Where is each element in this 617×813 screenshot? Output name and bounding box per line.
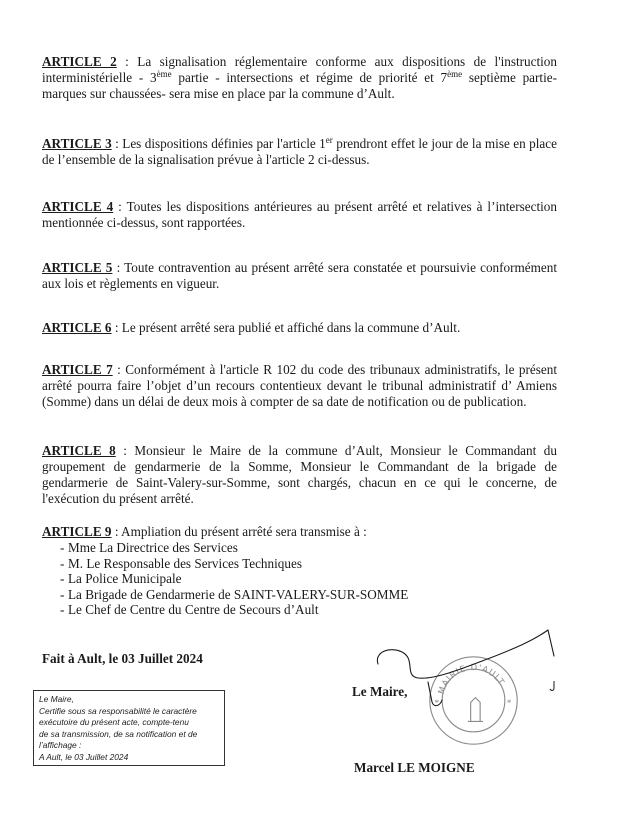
recipient-item: - Mme La Directrice des Services: [42, 540, 557, 556]
article-label: ARTICLE 6: [42, 320, 112, 335]
cert-line: l’affichage :: [39, 740, 82, 751]
cert-line: A Ault, le 03 Juillet 2024: [39, 751, 129, 762]
cert-line: de sa transmission, de sa notification et de: [39, 728, 198, 739]
ordinal-suffix: ème: [156, 69, 172, 79]
signatory-role: Le Maire,: [352, 684, 408, 699]
mayor-name: Marcel LE MOIGNE: [354, 760, 475, 775]
stamp-star-left: *: [434, 699, 440, 710]
article-7: ARTICLE 7 : Conformément à l'article R 102 du code des tribunaux administratifs, le présent arrêté pourra faire l’objet d’un recours contentieux devant le tribunal administratif d’ Amiens (Somme) dans un délai de deux mois à compter de sa date de notification ou de publication.: [42, 362, 557, 409]
margin-mark: [548, 680, 558, 692]
article-label: ARTICLE 3: [42, 136, 112, 151]
article-9: [42, 524, 557, 618]
article-6: ARTICLE 6 : Le présent arrêté sera publié et affiché dans la commune d’Ault.: [42, 320, 461, 335]
article-label: ARTICLE 4: [42, 199, 114, 214]
stamp-text: MAIRIE D'AULT: [436, 663, 507, 696]
article-label: ARTICLE 5: [42, 260, 113, 275]
article-label: ARTICLE 9: [42, 524, 112, 539]
article-8: ARTICLE 8 : Monsieur le Maire de la commune d’Ault, Monsieur le Commandant du groupement de gendarmerie de la Somme, Monsieur le Commandant de la brigade de gendarmerie de Saint-Valery-sur-Somme, sont chargés, chacun en ce qui le concerne, de l'exécution du présent arrêté.: [42, 443, 557, 506]
article-label: ARTICLE 7: [42, 362, 113, 377]
recipient-item: - Le Chef de Centre du Centre de Secours d’Ault: [42, 602, 557, 618]
stamp-star-right: *: [506, 699, 512, 710]
article-3: ARTICLE 3 : Les dispositions définies par l'article 1er prendront effet le jour de la mise en place de l’ensemble de la signalisation prévue à l'article 2 ci-dessus.: [42, 135, 557, 167]
article-4: ARTICLE 4 : Toutes les dispositions antérieures au présent arrêté et relatives à l’intersection mentionnée ci-dessus, sont rapportées.: [42, 199, 557, 230]
ordinal-suffix: ème: [447, 69, 463, 79]
ordinal-suffix: er: [325, 135, 333, 145]
article-label: ARTICLE 8: [42, 443, 116, 458]
place-date: Fait à Ault, le 03 Juillet 2024: [42, 651, 203, 666]
handwritten-signature: [368, 622, 563, 710]
recipient-list: [42, 540, 557, 618]
article-5: ARTICLE 5 : Toute contravention au présent arrêté sera constatée et poursuivie conformément aux lois et règlements en vigueur.: [42, 260, 557, 291]
article-label: ARTICLE 2: [42, 54, 117, 69]
article-9-intro: ARTICLE 9 : Ampliation du présent arrêté sera transmise à :: [42, 524, 367, 539]
recipient-item: - M. Le Responsable des Services Techniques: [42, 556, 557, 572]
recipient-item: - La Police Municipale: [42, 571, 557, 587]
recipient-item: - La Brigade de Gendarmerie de SAINT-VALERY-SUR-SOMME: [42, 587, 557, 603]
cert-line: Certifie sous sa responsabilité le caractère: [39, 705, 197, 716]
cert-line: Le Maire,: [39, 694, 74, 704]
article-2: ARTICLE 2 : La signalisation réglementaire conforme aux dispositions de l'instruction interministérielle - 3ème partie - intersections et régime de priorité et 7ème septième partie- marques sur chaussées- sera mise en place par la commune d’Ault.: [42, 54, 557, 101]
cert-line: exécutoire du présent acte, compte-tenu: [39, 717, 189, 728]
certification-box: [33, 690, 225, 766]
